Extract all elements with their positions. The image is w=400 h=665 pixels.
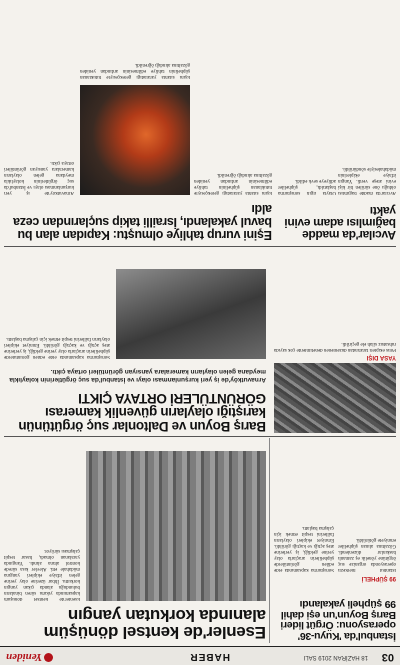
avcilar-body-1: Avcılar'da madde bağımlısı olduğu öne sürülen bir kişi evini ateşe verdi. Yangın itfaiye ekiplerinin müdahalesiyle söndürüldü. bbox=[338, 166, 396, 195]
column-rule bbox=[269, 438, 270, 643]
misc-tag: YASA DIŞI bbox=[366, 354, 396, 360]
avcilar-body-2: Olayla ilgili soruşturma başlatıldı, şüpheliler adliyeye sevk edildi. bbox=[278, 178, 336, 195]
esini-body-3: Eşini silahla yaraladığı gerekçesiyle tutuklanan şüphelinin tahliye edilmesinin ardından yeniden gözaltına alındığı öğrenildi. bbox=[80, 62, 190, 79]
section-label: HABER bbox=[189, 651, 230, 662]
main-headline: Barış Boyun ve Daltonlar suç örgütünün karıştığı olayların güvenlik kamerası GÖRÜNTÜLERİ ORTAYA ÇIKTI bbox=[18, 391, 266, 434]
weapons-photo bbox=[274, 363, 396, 433]
logo-text: Yeniden bbox=[6, 651, 43, 663]
page-header bbox=[0, 646, 400, 665]
page-number: 03 bbox=[381, 651, 394, 663]
newspaper-logo bbox=[6, 651, 53, 663]
kuyu-tag: 99 ŞÜPHELİ bbox=[361, 575, 396, 581]
esenler-body: Esenler'de kentsel dönüşüm kapsamında yıkımı süren binaların bulunduğu alanda çıkan yangın korkuttu. İhbar üzerine olay yerine gelen itfaiye ekipleri yangına müdahale etti. Alevler kısa sürede kontrol altına alındı. Yangında yaralanan olmadı, hasar tespit çalışması sürüyor. bbox=[4, 548, 80, 601]
main-photo bbox=[116, 269, 266, 359]
kuyu-body-1: İstanbul merkezli operasyonda organize suç örgütüne yönelik eş zamanlı baskınlar düzenlendi. Gözaltına alınan şüpheliler emniyete götürüldü. bbox=[338, 537, 396, 572]
esenler-headline: Esenler'de kentsel dönüşüm alanında korkutan yangın bbox=[43, 605, 266, 642]
date-line: 18 HAZİRAN 2019 SALI bbox=[303, 654, 368, 660]
logo-icon bbox=[44, 653, 53, 662]
esini-body-2: Arnavutköy'de iş yeri kurşunlanması olayı ve İstanbul'da suç örgütlerinin kolaylıkla meydana gelen olayların kameralara yansıyan görüntüleri ortaya çıktı. bbox=[4, 160, 74, 195]
kuyu-headline: İstanbul'da 'Kuyu-36' operasyonu: Örgüt lideri Barış Boyun'un eşi dahil 99 şüpheli yakalandı bbox=[280, 597, 396, 642]
main-deck: Arnavutköy'de iş yeri kurşunlanması olayı ve İstanbul'da suç örgütlerinin kolaylıkla meydana gelen olayların kameralara yansıyan görüntüleri ortaya çıktı. bbox=[9, 368, 266, 383]
esini-body-1: Eşini silahla yaraladığı gerekçesiyle tutuklanan şüphelinin tahliye edilmesinin ardından yeniden gözaltına alındığı öğrenildi. bbox=[194, 172, 272, 195]
esini-headline: Eşini vurup tahliye olmuştu: Kapıdan alan bu bavul yakalandı, İsrailli takip suçlarından ceza aldı bbox=[13, 202, 272, 242]
misc-body-1: Polis ekipleri tarafından düzenlenen denetimlerde çok sayıda ruhsatsız silah ele geçirildi. bbox=[274, 341, 396, 352]
fire-photo bbox=[80, 85, 190, 195]
kuyu-body-2: Soruşturma kapsamında elde edilen görüntülerde şüphelilerin araçlarla olay yerine geldiği, iş yerlerine ateş açtığı ve kaçtığı görüldü. Emniyet ekipleri olayların faillerini tespit etmek için çalışma başlattı. bbox=[274, 525, 334, 572]
esenler-photo bbox=[86, 451, 266, 601]
section-rule-2 bbox=[4, 246, 396, 247]
avcilar-headline: Avcılar'da madde bağımlısı adam evini yaktı bbox=[284, 203, 396, 242]
main-body: Soruşturma kapsamında elde edilen görüntülerde şüphelilerin araçlarla olay yerine geldiği, iş yerlerine ateş açtığı ve kaçtığı görüldü. Emniyet ekipleri olayların faillerini tespit etmek için çalışma başlattı. bbox=[4, 336, 110, 359]
section-rule bbox=[4, 436, 396, 437]
